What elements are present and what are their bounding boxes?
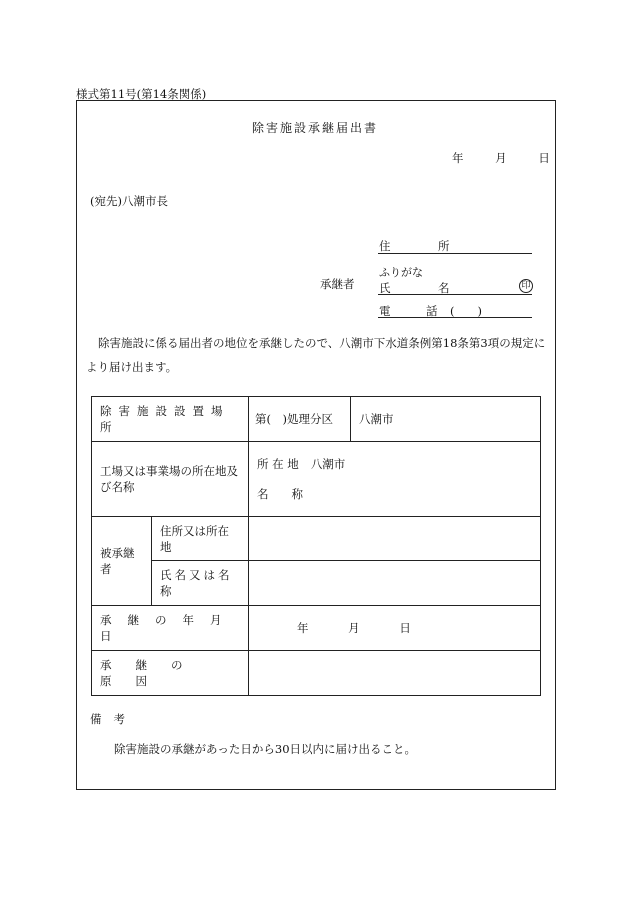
form-title: 除害施設承継届出書 [251, 121, 378, 135]
district-field[interactable]: 第( )処理分区 [249, 397, 351, 442]
successor-tel-field[interactable]: 電 話 [379, 304, 450, 318]
declaration-text: 除害施設に係る届出者の地位を承継したので、八潮市下水道条例第18条第3項の規定により届け出ます。 [86, 336, 546, 374]
factory-label: 工場又は事業場の所在地及び名称 [92, 442, 249, 517]
day-label: 日 [538, 151, 550, 165]
factory-city: 八潮市 [310, 457, 346, 471]
succession-month: 月 [348, 621, 360, 635]
succession-year: 年 [297, 621, 309, 635]
factory-field[interactable] [249, 442, 541, 517]
table-row [92, 606, 541, 651]
succession-date-field[interactable] [249, 606, 541, 651]
notes-text: 除害施設の承継があった日から30日以内に届け出ること。 [114, 742, 417, 756]
successor-address-field[interactable]: 住 所 [379, 239, 468, 253]
address-underline [378, 253, 532, 254]
table-row [92, 397, 541, 442]
factory-name-label: 名 称 [257, 487, 303, 501]
factory-address-label: 所 在 地 [257, 457, 299, 471]
seal-icon: 印 [519, 279, 533, 293]
pred-name-field[interactable] [249, 561, 541, 606]
month-label: 月 [495, 151, 507, 165]
succession-date-label: 承継の年月日 [92, 606, 249, 651]
table-row [92, 651, 541, 696]
pred-address-field[interactable] [249, 517, 541, 561]
year-label: 年 [452, 151, 464, 165]
succession-day: 日 [399, 621, 411, 635]
successor-name-field[interactable]: 氏 名 [379, 281, 468, 295]
table-row [92, 442, 541, 517]
location-label: 除害施設設置場所 [92, 397, 249, 442]
cause-field[interactable] [249, 651, 541, 696]
location-city-field[interactable]: 八潮市 [351, 397, 541, 442]
table-row [92, 561, 541, 606]
name-underline [378, 294, 532, 295]
notes-heading: 備考 [90, 712, 137, 726]
pred-name-label: 氏名又は名称 [152, 561, 249, 606]
addressee: (宛先)八潮市長 [90, 194, 168, 208]
tel-underline [378, 317, 532, 318]
successor-label: 承継者 [320, 277, 355, 291]
pred-address-label: 住所又は所在地 [152, 517, 249, 561]
tel-paren: ( ) [450, 304, 482, 318]
succession-table [91, 396, 541, 696]
table-row [92, 517, 541, 561]
predecessor-label: 被承継者 [92, 517, 152, 606]
cause-label: 承継の原因 [92, 651, 249, 696]
form-number-label: 様式第11号(第14条関係) [76, 87, 207, 101]
furigana-label: ふりがな [379, 266, 423, 279]
submission-date[interactable] [452, 150, 550, 166]
